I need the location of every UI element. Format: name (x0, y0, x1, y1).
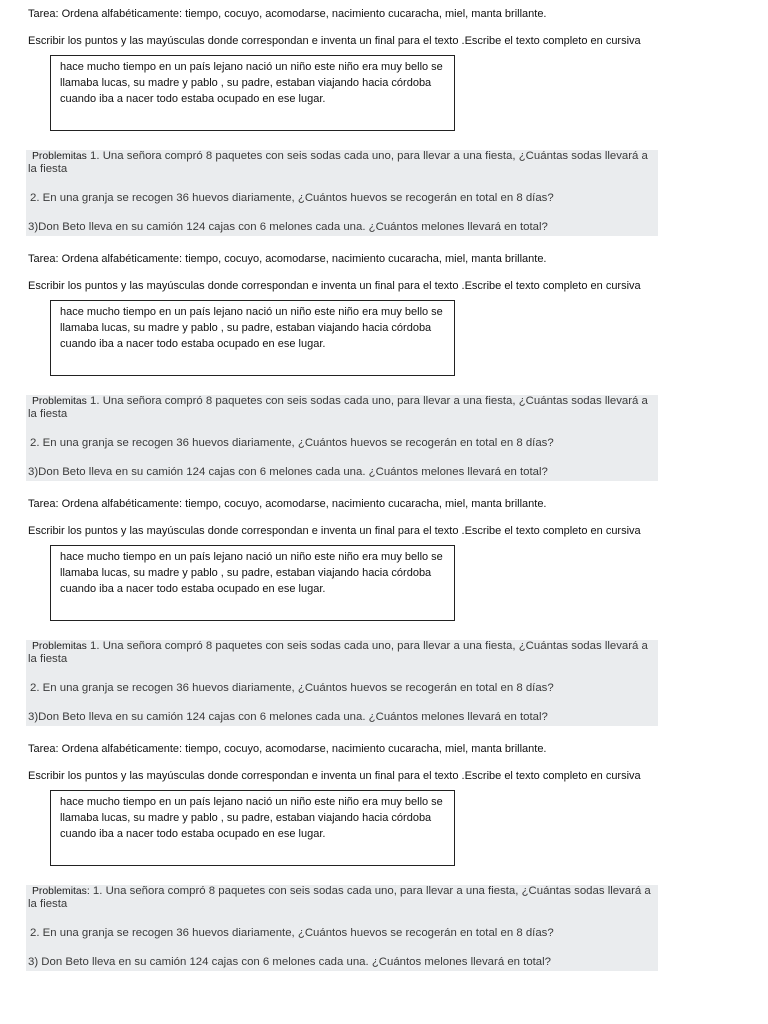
text-box-line: cuando iba a nacer todo estaba ocupado en ese lugar. (60, 828, 326, 840)
problem-2: 2. En una granja se recogen 36 huevos diariamente, ¿Cuántos huevos se recogerán en total en 8 días? (30, 682, 554, 694)
escribir-instruction: Escribir los puntos y las mayúsculas donde correspondan e inventa un final para el texto .Escribe el texto completo en cursiva (28, 35, 641, 47)
problem-3: 3)Don Beto lleva en su camión 124 cajas con 6 melones cada una. ¿Cuántos melones llevará en total? (28, 711, 548, 723)
text-box (50, 55, 455, 131)
problemitas-label: Problemitas (32, 641, 87, 652)
problem-1-text: 1. Una señora compró 8 paquetes con seis sodas cada uno, para llevar a una fiesta, ¿Cuántas sodas llevará a la fiesta (28, 640, 648, 665)
problem-3: 3)Don Beto lleva en su camión 124 cajas con 6 melones cada una. ¿Cuántos melones llevará en total? (28, 221, 548, 233)
problemitas-section (26, 640, 658, 726)
problem-2: 2. En una granja se recogen 36 huevos diariamente, ¿Cuántos huevos se recogerán en total en 8 días? (30, 437, 554, 449)
text-box-line: hace mucho tiempo en un país lejano nació un niño este niño era muy bello se (60, 796, 443, 808)
problem-1-text: 1. Una señora compró 8 paquetes con seis sodas cada uno, para llevar a una fiesta, ¿Cuántas sodas llevará a la fiesta (28, 885, 651, 910)
text-box-line: cuando iba a nacer todo estaba ocupado en ese lugar. (60, 338, 326, 350)
problem-1 (28, 640, 658, 665)
text-box-line: hace mucho tiempo en un país lejano nació un niño este niño era muy bello se (60, 61, 443, 73)
text-box-line: hace mucho tiempo en un país lejano nació un niño este niño era muy bello se (60, 551, 443, 563)
tarea-instruction: Tarea: Ordena alfabéticamente: tiempo, cocuyo, acomodarse, nacimiento cucaracha, miel, manta brillante. (28, 743, 547, 755)
worksheet-block (0, 735, 768, 980)
problem-1 (28, 885, 658, 910)
text-box-line: llamaba lucas, su madre y pablo , su padre, estaban viajando hacia córdoba (60, 812, 432, 824)
text-box-line: llamaba lucas, su madre y pablo , su padre, estaban viajando hacia córdoba (60, 77, 432, 89)
problem-3: 3) Don Beto lleva en su camión 124 cajas con 6 melones cada una. ¿Cuántos melones llevará en total? (28, 956, 552, 968)
text-box (50, 790, 455, 866)
worksheet-block (0, 245, 768, 490)
tarea-instruction: Tarea: Ordena alfabéticamente: tiempo, cocuyo, acomodarse, nacimiento cucaracha, miel, manta brillante. (28, 253, 547, 265)
problemitas-section (26, 395, 658, 481)
problemitas-section (26, 885, 658, 971)
problem-2: 2. En una granja se recogen 36 huevos diariamente, ¿Cuántos huevos se recogerán en total en 8 días? (30, 192, 554, 204)
problemitas-section (26, 150, 658, 236)
text-box-line: llamaba lucas, su madre y pablo , su padre, estaban viajando hacia córdoba (60, 567, 432, 579)
problem-3: 3)Don Beto lleva en su camión 124 cajas con 6 melones cada una. ¿Cuántos melones llevará en total? (28, 466, 548, 478)
problem-1 (28, 395, 658, 420)
problem-1-text: 1. Una señora compró 8 paquetes con seis sodas cada uno, para llevar a una fiesta, ¿Cuántas sodas llevará a la fiesta (28, 395, 648, 420)
problem-2: 2. En una granja se recogen 36 huevos diariamente, ¿Cuántos huevos se recogerán en total en 8 días? (30, 927, 554, 939)
worksheet-block (0, 0, 768, 245)
problem-1-text: 1. Una señora compró 8 paquetes con seis sodas cada uno, para llevar a una fiesta, ¿Cuántas sodas llevará a la fiesta (28, 150, 648, 175)
tarea-instruction: Tarea: Ordena alfabéticamente: tiempo, cocuyo, acomodarse, nacimiento cucaracha, miel, manta brillante. (28, 498, 547, 510)
text-box-line: cuando iba a nacer todo estaba ocupado en ese lugar. (60, 583, 326, 595)
problemitas-label: Problemitas (32, 396, 87, 407)
text-box (50, 300, 455, 376)
text-box-line: cuando iba a nacer todo estaba ocupado en ese lugar. (60, 93, 326, 105)
escribir-instruction: Escribir los puntos y las mayúsculas donde correspondan e inventa un final para el texto .Escribe el texto completo en cursiva (28, 280, 641, 292)
problemitas-label: Problemitas (32, 151, 87, 162)
text-box (50, 545, 455, 621)
escribir-instruction: Escribir los puntos y las mayúsculas donde correspondan e inventa un final para el texto .Escribe el texto completo en cursiva (28, 770, 641, 782)
tarea-instruction: Tarea: Ordena alfabéticamente: tiempo, cocuyo, acomodarse, nacimiento cucaracha, miel, manta brillante. (28, 8, 547, 20)
escribir-instruction: Escribir los puntos y las mayúsculas donde correspondan e inventa un final para el texto .Escribe el texto completo en cursiva (28, 525, 641, 537)
text-box-line: hace mucho tiempo en un país lejano nació un niño este niño era muy bello se (60, 306, 443, 318)
text-box-line: llamaba lucas, su madre y pablo , su padre, estaban viajando hacia córdoba (60, 322, 432, 334)
problem-1 (28, 150, 658, 175)
worksheet-block (0, 490, 768, 735)
problemitas-label: Problemitas: (32, 886, 90, 897)
